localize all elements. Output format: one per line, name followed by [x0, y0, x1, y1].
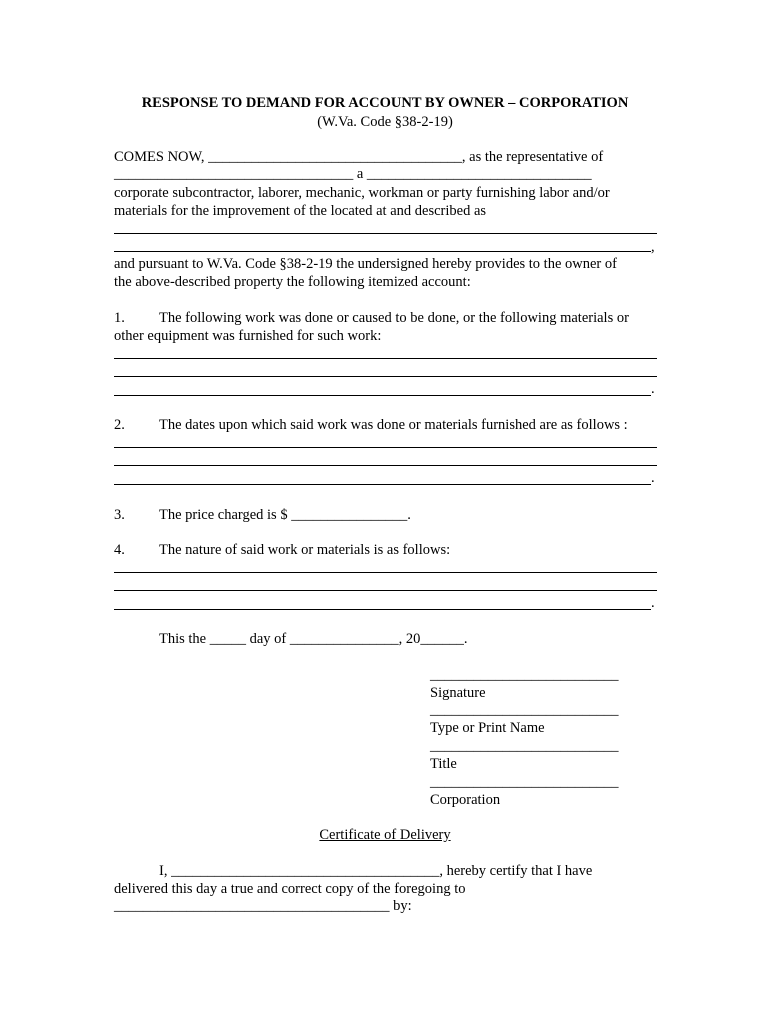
dates-line — [114, 465, 657, 466]
document-subtitle: (W.Va. Code §38-2-19) — [317, 114, 453, 130]
item-1-text: The following work was done or caused to be done, or the following materials or — [159, 310, 629, 326]
name-blank: __________________________ — [430, 702, 619, 718]
title-blank: __________________________ — [430, 738, 619, 754]
item-2-text: The dates upon which said work was done or materials furnished are as follows : — [159, 417, 628, 433]
intro-line-1: COMES NOW, ___________________________________, as the representative of — [114, 149, 604, 165]
property-description-line — [114, 251, 651, 252]
line-end-period: . — [651, 595, 655, 611]
nature-line — [114, 590, 657, 591]
signature-blank: __________________________ — [430, 667, 619, 683]
intro-line-2: _________________________________ a _______________________________ — [114, 166, 592, 182]
nature-line — [114, 572, 657, 573]
work-description-line — [114, 358, 657, 359]
signature-label: Signature — [430, 685, 486, 701]
certificate-line-1: I, _____________________________________, hereby certify that I have — [159, 863, 593, 879]
dates-line — [114, 447, 657, 448]
item-3-number: 3. — [114, 507, 125, 523]
line-end-period: . — [651, 470, 655, 486]
document-title: RESPONSE TO DEMAND FOR ACCOUNT BY OWNER – CORPORATION — [141, 95, 629, 111]
line-end-period: . — [651, 381, 655, 397]
item-1-number: 1. — [114, 310, 125, 326]
work-description-line — [114, 376, 657, 377]
line-end-comma: , — [651, 239, 655, 255]
pursuant-line-2: the above-described property the following itemized account: — [114, 274, 471, 290]
intro-line-4: materials for the improvement of the located at and described as — [114, 203, 487, 219]
item-1-text-cont: other equipment was furnished for such work: — [114, 328, 382, 344]
pursuant-line-1: and pursuant to W.Va. Code §38-2-19 the undersigned hereby provides to the owner of — [114, 256, 617, 272]
date-line: This the _____ day of _______________, 20______. — [159, 631, 468, 647]
item-2-number: 2. — [114, 417, 125, 433]
nature-line — [114, 609, 651, 610]
name-label: Type or Print Name — [430, 720, 545, 736]
work-description-line — [114, 395, 651, 396]
title-label: Title — [430, 756, 457, 772]
certificate-heading: Certificate of Delivery — [319, 827, 451, 843]
corporation-blank: __________________________ — [430, 774, 619, 790]
corporation-label: Corporation — [430, 792, 501, 808]
intro-line-3: corporate subcontractor, laborer, mechanic, workman or party furnishing labor and/or — [114, 185, 610, 201]
certificate-line-3: ______________________________________ by: — [114, 898, 412, 914]
property-description-line — [114, 233, 657, 234]
item-4-text: The nature of said work or materials is as follows: — [159, 542, 451, 558]
item-4-number: 4. — [114, 542, 125, 558]
dates-line — [114, 484, 651, 485]
item-3-text: The price charged is $ ________________. — [159, 507, 411, 523]
certificate-line-2: delivered this day a true and correct copy of the foregoing to — [114, 881, 466, 897]
